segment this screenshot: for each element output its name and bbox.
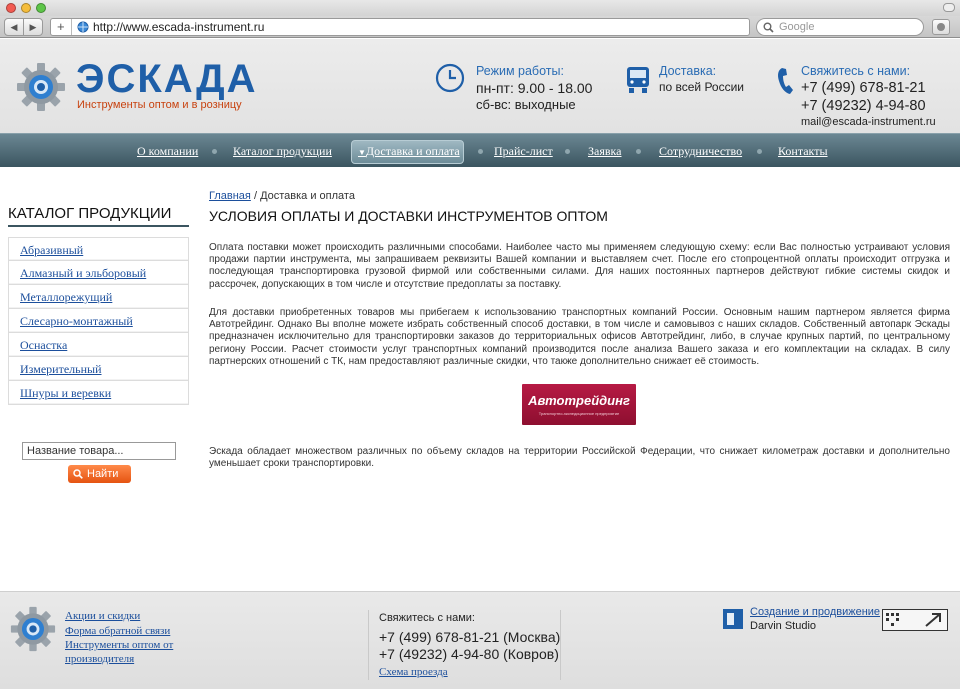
developer-studio: Darvin Studio <box>750 620 817 632</box>
category-item-abrasive[interactable]: Абразивный <box>8 237 189 261</box>
footer-divider <box>368 610 369 680</box>
footer-link-wholesale-cont[interactable]: производителя <box>65 653 135 665</box>
partner-name: Автотрейдинг <box>528 393 630 408</box>
menu-item-pricelist[interactable]: Прайс-лист <box>494 144 553 158</box>
hours-weekend: сб-вс: выходные <box>476 97 576 112</box>
menu-item-catalog[interactable]: Каталог продукции <box>233 144 332 158</box>
footer-gear-logo-icon[interactable] <box>10 606 56 652</box>
browser-toolbar <box>0 16 960 38</box>
category-item-measuring[interactable]: Измерительный <box>8 357 189 381</box>
darvin-logo-icon[interactable] <box>722 608 744 630</box>
search-placeholder: Google <box>779 21 815 33</box>
category-list <box>8 237 189 405</box>
menu-separator <box>212 149 217 154</box>
footer-link-wholesale[interactable]: Инструменты оптом от <box>65 639 174 651</box>
add-bookmark-icon[interactable]: + <box>57 19 65 34</box>
menu-item-contacts[interactable]: Контакты <box>778 144 828 158</box>
category-item-cords[interactable]: Шнуры и веревки <box>8 381 189 405</box>
clock-icon <box>435 63 465 93</box>
category-item-fitting[interactable]: Слесарно-монтажный <box>8 309 189 333</box>
truck-icon <box>624 65 652 95</box>
contact-phone-2[interactable]: +7 (49232) 4-94-80 <box>801 98 926 114</box>
breadcrumb <box>209 190 355 202</box>
contact-email[interactable]: mail@escada-instrument.ru <box>801 116 936 128</box>
sidebar-title-underline <box>8 225 189 227</box>
partner-subtitle: Транспортно-экспедиционное предприятие <box>538 411 620 416</box>
breadcrumb-current: Доставка и оплата <box>260 190 355 202</box>
title-bar <box>0 0 960 16</box>
menu-item-delivery-label: Доставка и оплата <box>365 144 460 158</box>
address-divider <box>71 19 72 35</box>
zoom-window-button[interactable] <box>36 3 46 13</box>
developer-link[interactable]: Создание и продвижение <box>750 606 881 618</box>
url-text: http://www.escada-instrument.ru <box>93 20 265 34</box>
menu-separator <box>478 149 483 154</box>
breadcrumb-home-link[interactable]: Главная <box>209 190 251 202</box>
sidebar-title: КАТАЛОГ ПРОДУКЦИИ <box>8 205 172 222</box>
menu-item-request[interactable]: Заявка <box>588 144 622 158</box>
footer-phone-kovrov[interactable]: +7 (49232) 4-94-80 (Ковров) <box>379 646 559 662</box>
menu-item-about[interactable]: О компании <box>137 144 199 158</box>
studio-badge-icon[interactable] <box>882 609 948 631</box>
address-bar[interactable] <box>50 18 750 36</box>
search-button-label: Найти <box>87 468 119 480</box>
gear-logo-icon[interactable] <box>16 62 66 112</box>
paragraph-warehouses: Эскада обладает множеством различных по объему складов на территории Российской Федерации, что снижает километраж доставки и дополнительно уменьшает сроки транспортировки. <box>209 446 950 470</box>
footer-divider <box>560 610 561 680</box>
menu-separator <box>757 149 762 154</box>
close-window-button[interactable] <box>6 3 16 13</box>
brand-name[interactable]: ЭСКАДА <box>76 57 258 101</box>
book-icon <box>933 20 949 34</box>
search-button[interactable] <box>68 465 131 483</box>
search-icon <box>763 22 774 33</box>
partner-logo[interactable] <box>522 384 636 425</box>
category-item-tooling[interactable]: Оснастка <box>8 333 189 357</box>
product-search-input[interactable]: Название товара... <box>22 442 176 460</box>
category-item-diamond[interactable]: Алмазный и эльборовый <box>8 261 189 285</box>
menu-separator <box>636 149 641 154</box>
footer-link-promotions[interactable]: Акции и скидки <box>65 610 141 622</box>
bookmarks-button[interactable] <box>932 19 950 35</box>
delivery-title: Доставка: <box>659 64 717 78</box>
menu-item-delivery[interactable] <box>358 134 460 168</box>
menu-separator <box>565 149 570 154</box>
delivery-text: по всей России <box>659 80 745 94</box>
page-title: УСЛОВИЯ ОПЛАТЫ И ДОСТАВКИ ИНСТРУМЕНТОВ ОПТОМ <box>209 208 608 224</box>
hours-title: Режим работы: <box>476 64 564 78</box>
footer-phone-moscow[interactable]: +7 (499) 678-81-21 (Москва) <box>379 629 561 645</box>
toolbar-toggle-button[interactable] <box>943 3 955 12</box>
paragraph-payment: Оплата поставки может происходить различными способами. Наиболее часто мы применяем следующую схему: если Вас полностью устраивают условия продажи партии инструмента, мы запрашиваем реквизиты Вашей компании и выставляем счет. После его стопроцентной оплаты происходит отгрузка и последующая транспортировка грузовой фирмой или собственными силами. Для наших постоянных партнеров действуют гибкие системы скидок и рассрочек, допускающих в том числе и отсутствие предоплаты за поставку. <box>209 242 950 290</box>
forward-button[interactable]: ▶ <box>23 18 43 36</box>
footer-map-link[interactable]: Схема проезда <box>379 666 448 678</box>
search-bar[interactable] <box>756 18 924 36</box>
contact-title: Свяжитесь с нами: <box>801 64 911 78</box>
brand-tagline: Инструменты оптом и в розницу <box>77 99 242 111</box>
breadcrumb-separator: / <box>253 190 257 202</box>
site-header <box>0 39 960 133</box>
phone-icon <box>776 66 796 96</box>
minimize-window-button[interactable] <box>21 3 31 13</box>
main-menu <box>0 133 960 167</box>
contact-phone-1[interactable]: +7 (499) 678-81-21 <box>801 80 926 96</box>
caret-down-icon: ▼ <box>358 148 366 157</box>
hours-weekdays: пн-пт: 9.00 - 18.00 <box>476 80 593 96</box>
category-item-metalcutting[interactable]: Металлорежущий <box>8 285 189 309</box>
magnifier-icon <box>73 469 83 479</box>
footer-contact-title: Свяжитесь с нами: <box>379 612 475 624</box>
web-page <box>0 39 960 689</box>
paragraph-delivery: Для доставки приобретенных товаров мы прибегаем к использованию транспортных компаний России. Основным нашим партнером является фирма Автотрейдинг. Однако Вы вполне можете избрать собственный способ доставки, в том числе и самовывоз с наших складов. Собственный автопарк Эскады предназначен исключительно для транспортировки заказов до территориальных офисов Автотрейдинг, либо, в случае крупных партий, по центральному региону России. Расчет стоимости услуг транспортных компаний производится после анализа Вашего заказа и его комплектации на складах. В силу партнерских отношений с ТК, нам предоставляют различные скидки, что также дополнительно снижает её стоимость. <box>209 307 950 367</box>
globe-icon <box>77 21 89 33</box>
footer-link-feedback[interactable]: Форма обратной связи <box>65 625 171 637</box>
menu-item-cooperation[interactable]: Сотрудничество <box>659 144 743 158</box>
back-button[interactable]: ◀ <box>4 18 24 36</box>
